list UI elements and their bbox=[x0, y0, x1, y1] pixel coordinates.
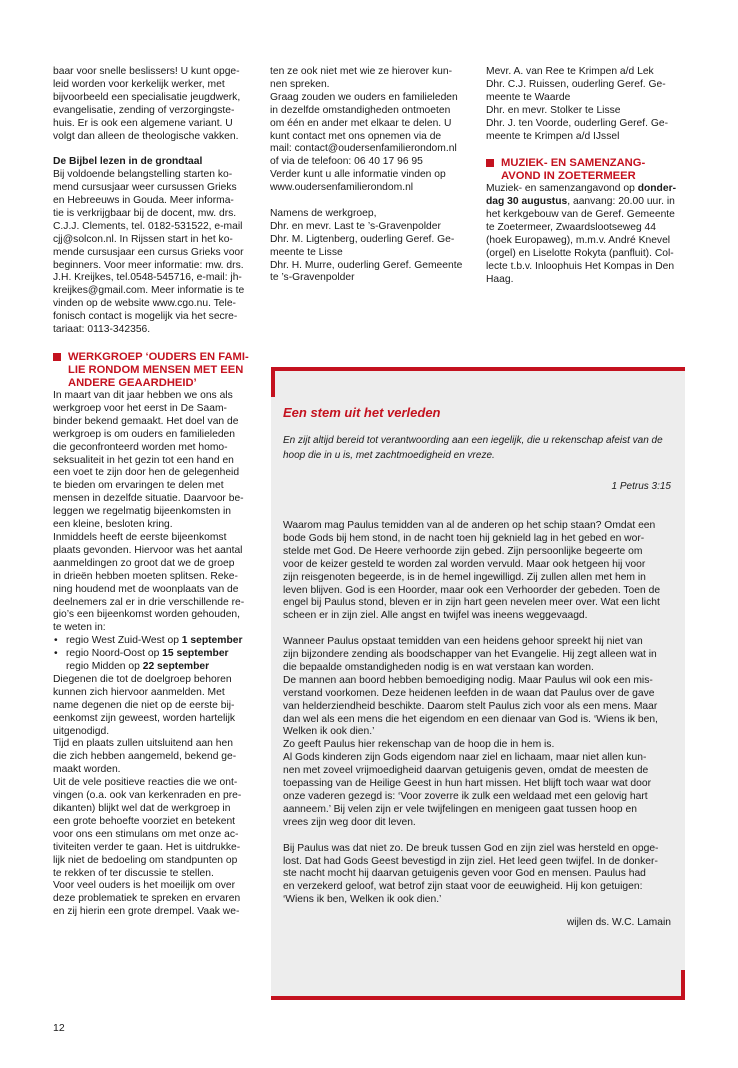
text-line: leid worden voor kerkelijk werker, met bbox=[53, 78, 225, 90]
text-line: kreijkes@gmail.com. Meer informatie is te bbox=[53, 285, 245, 297]
text-line: deze problematiek te spreken en ervaren bbox=[53, 893, 241, 905]
col3-heading-text bbox=[501, 157, 645, 182]
text-line: Inmiddels heeft de eerste bijeenkomst bbox=[53, 531, 227, 543]
col1-paragraph-4 bbox=[53, 674, 251, 919]
text-line: aanneem.’ Bij velen zijn er vele twijfelingen en menigeen gaat tussen hoop en bbox=[283, 803, 637, 815]
column-1 bbox=[53, 66, 251, 919]
text-line: Al Gods kinderen zijn Gods eigendom naar ziel en lichaam, maar niet allen kun- bbox=[283, 752, 647, 764]
text-line: nen met zoveel vrijmoedigheid daarvan getuigenis geven, omdat de meesten de bbox=[283, 765, 649, 777]
text-line: Dhr. J. ten Voorde, ouderling Geref. Ge- bbox=[486, 117, 669, 129]
text-line: mail: contact@oudersenfamilierondom.nl bbox=[270, 143, 457, 155]
text-line: Namens de werkgroep, bbox=[270, 207, 377, 219]
text-line: dan wel als een mens die het eigendom en een dienaar van God is. ‘Wiens ik ben, bbox=[283, 713, 658, 725]
bullet-item: regio Midden op 22 september bbox=[66, 661, 210, 673]
text-line: volgt dan alleen de theologische vakken. bbox=[53, 130, 239, 142]
text-line: deelnemers zal er in drie verschillende re- bbox=[53, 596, 245, 608]
text-line: Dhr. C.J. Ruissen, ouderling Geref. Ge- bbox=[486, 78, 666, 90]
text-line: en verzekerd geloof, wat betrof zijn staat voor de eeuwigheid. Hij kon getuigen: bbox=[283, 881, 643, 893]
heading-square-icon bbox=[486, 159, 494, 167]
text-line: verstand voorkomen. Deze heidenen leefden in de waan dat Paulus over de gave bbox=[283, 687, 655, 699]
bullet-icon: • bbox=[54, 648, 58, 660]
text-line: Bij voldoende belangstelling starten ko- bbox=[53, 169, 233, 181]
text-line: Wanneer Paulus opstaat temidden van een heidens gehoor spreekt hij niet van bbox=[283, 636, 643, 648]
box-corner-right bbox=[681, 970, 685, 1000]
bible-reference: 1 Petrus 3:15 bbox=[611, 481, 671, 492]
heading-square-icon bbox=[53, 353, 61, 361]
text-line: zijn bijzondere zending als boodschapper van het Evangelie. Hij zegt alleen wat in bbox=[283, 649, 657, 661]
text-line: name degenen die niet op de eerste bij- bbox=[53, 699, 235, 711]
text-line: mende cursusjaar een cursus Grieks voor bbox=[53, 246, 244, 258]
text-line: Dhr. H. Murre, ouderling Geref. Gemeente bbox=[270, 259, 463, 271]
col2-paragraph-2 bbox=[270, 208, 468, 285]
column-2 bbox=[270, 66, 468, 285]
text-line: bijvoorbeeld een specialisatie jeugdwerk, bbox=[53, 91, 241, 103]
text-line: of via de telefoon: 06 40 17 96 95 bbox=[270, 156, 423, 168]
text-line: zijn reisgenoten begeerde, is in de hemel ingewilligd. Zij zullen allen met hem in bbox=[283, 571, 646, 583]
text-line: die geconfronteerd worden met homo- bbox=[53, 441, 228, 453]
text-line: Dhr. en mevr. Stolker te Lisse bbox=[486, 104, 621, 116]
col3-section-heading bbox=[486, 157, 685, 183]
text-line: scheen er in zijn ziel. Alle angst en twijfel was ineens weggevaagd. bbox=[283, 610, 588, 622]
bullet-icon: • bbox=[54, 635, 58, 647]
text-line: te weten in: bbox=[53, 622, 106, 634]
text-line: plaats gevonden. Hiervoor was het aantal bbox=[53, 544, 243, 556]
text-line: om één en ander met elkaar te delen. U bbox=[270, 117, 452, 129]
text-line: tie is verkrijgbaar bij de docent, mw. drs. bbox=[53, 207, 237, 219]
text-line: kunt contact met ons opnemen via de bbox=[270, 130, 442, 142]
text-line: Mevr. A. van Ree te Krimpen a/d Lek bbox=[486, 66, 654, 77]
signature: wijlen ds. W.C. Lamain bbox=[566, 917, 671, 929]
col1-paragraph-3 bbox=[53, 390, 251, 635]
text-line: cjj@solcon.nl. In Rijssen start in het ko- bbox=[53, 233, 233, 245]
text-line: WERKGROEP ‘OUDERS EN FAMI- bbox=[68, 351, 249, 364]
box-corner-left bbox=[271, 367, 275, 397]
text-line: seksualiteit in het gezin tot een hand en bbox=[53, 454, 234, 466]
text-line: binder bekend gemaakt. Het doel van de bbox=[53, 415, 239, 427]
text-line: hoop die in u is, met zachtmoedigheid en vreze. bbox=[283, 449, 495, 461]
text-line: vinden op de website www.cgo.nu. Tele- bbox=[53, 298, 236, 310]
text-line: En zijt altijd bereid tot verantwoording aan een iegelijk, die u rekenschap afeist van de bbox=[283, 435, 663, 446]
text-line: meente te Lisse bbox=[270, 246, 343, 258]
box-bottom-border bbox=[271, 996, 685, 1000]
text-line: onze vaderen gezegd is: ‘Voor zoverre ik zulk een weldaad met een gelovig hart bbox=[283, 791, 648, 803]
text-line: te ’s-Gravenpolder bbox=[270, 272, 355, 284]
box-paragraph-2 bbox=[283, 636, 671, 830]
text-line: www.oudersenfamilierondom.nl bbox=[270, 182, 414, 194]
text-line: een voet te zijn door hen de gelegenheid bbox=[53, 467, 240, 479]
col1-subheading: De Bijbel lezen in de grondtaal bbox=[53, 156, 203, 168]
col1-heading-text bbox=[68, 351, 249, 389]
text-line: werkgroep voor het eerst in De Saam- bbox=[53, 402, 227, 414]
col1-section-heading bbox=[53, 351, 251, 390]
text-line: Voor veel ouders is het moeilijk om over bbox=[53, 880, 235, 892]
text-line: baar voor snelle beslissers! U kunt opge- bbox=[53, 66, 240, 77]
col2-paragraph-1 bbox=[270, 66, 468, 195]
text-line: Dhr. en mevr. Last te ’s-Gravenpolder bbox=[270, 220, 441, 232]
box-paragraph-1 bbox=[283, 520, 671, 623]
text-line: in drieën hebben moeten splitsen. Reke- bbox=[53, 570, 238, 582]
text-line: MUZIEK- EN SAMENZANG- bbox=[501, 157, 646, 170]
box-paragraph-3 bbox=[283, 843, 671, 908]
text-line: vingen (o.a. ook van kerkenraden en pre- bbox=[53, 790, 242, 802]
text-line: voor de keizer gesteld te worden zal worden vervuld. Maar ook hetgeen hij voor bbox=[283, 558, 646, 570]
text-line: (hoek Europaweg), m.m.v. André Knevel bbox=[486, 235, 671, 247]
text-line: te bieden om ervaringen te delen met bbox=[53, 480, 224, 492]
text-line: lost. Dat had Gods Geest bevestigd in zijn ziel. Het leed geen twijfel. In de donker- bbox=[283, 855, 658, 867]
text-line: toepassing van de Heilige Geest in hun hart missen. Het blijft toch waar wat door bbox=[283, 778, 652, 790]
text-line: nen spreken. bbox=[270, 78, 330, 90]
text-line: mensen in dezelfde situatie. Daarvoor be- bbox=[53, 493, 244, 505]
text-line: dikanten) blijkt wel dat de werkgroep in bbox=[53, 803, 231, 815]
text-line: leven blijven. God is een Hoorder, maar ook een Verhoorder der gebeden. Toen de bbox=[283, 584, 661, 596]
col3-paragraph-1 bbox=[486, 66, 685, 143]
text-line: Graag zouden we ouders en familieleden bbox=[270, 91, 458, 103]
text-line: ten ze ook niet met wie ze hierover kun- bbox=[270, 66, 453, 77]
text-line: eenkomst zijn geweest, worden hartelijk bbox=[53, 712, 236, 724]
text-line: ANDERE GEAARDHEID’ bbox=[68, 377, 197, 390]
text-line: LIE RONDOM MENSEN MET EEN bbox=[68, 364, 244, 377]
text-line: meente te Krimpen a/d IJssel bbox=[486, 130, 620, 142]
text-line: Waarom mag Paulus temidden van al de anderen op het schip staan? Omdat een bbox=[283, 520, 656, 531]
text-line: mend cursusjaar weer cursussen Grieks bbox=[53, 182, 237, 194]
text-line: fonisch contact is mogelijk via het secre- bbox=[53, 311, 238, 323]
text-line: uitgenodigd. bbox=[53, 725, 110, 737]
text-line: en zij hierin een grote drempel. Vaak we- bbox=[53, 906, 240, 918]
text-line: leggen we regelmatig bijeenkomsten in bbox=[53, 506, 232, 518]
text-line: een kleine, besloten kring. bbox=[53, 519, 173, 531]
text-line: bode Gods bij hem stond, in de nacht toen hij geknield lag in het gebed en wor- bbox=[283, 532, 645, 544]
text-line: AVOND IN ZOETERMEER bbox=[501, 170, 636, 183]
column-3 bbox=[486, 66, 685, 287]
text-line: (orgel) en Liselotte Rokyta (panfluit). Col- bbox=[486, 247, 674, 259]
text-line: Haag. bbox=[486, 273, 514, 285]
text-line: van helderziendheid beschikte. Daarom stelt Paulus zich voor als een mens. Maar bbox=[283, 700, 658, 712]
text-line: en Hebreeuws in Gouda. Meer informa- bbox=[53, 195, 234, 207]
box-title: Een stem uit het verleden bbox=[283, 405, 441, 420]
text-line: Zo geeft Paulus hier rekenschap van de hoop die in hem is. bbox=[283, 739, 555, 751]
text-line: een grote behoefte voorziet en betekent bbox=[53, 815, 236, 827]
text-line: kunnen zich hiervoor aanmelden. Met bbox=[53, 686, 225, 698]
text-line: J.H. Kreijkes, tel.0548-545716, e-mail: jh- bbox=[53, 272, 242, 284]
text-line: lecte t.b.v. Inloophuis Het Kompas in Den bbox=[486, 260, 675, 272]
text-line: aanmeldingen zo groot dat we de groep bbox=[53, 557, 235, 569]
box-top-border bbox=[271, 367, 685, 371]
col1-paragraph-2 bbox=[53, 169, 251, 337]
text-line: te rekken of ter discussie te stellen. bbox=[53, 867, 214, 879]
page-number: 12 bbox=[53, 1022, 65, 1034]
text-line: ste nacht mocht hij daarvan getuigenis geven voor God en mensen. Paulus had bbox=[283, 868, 646, 880]
text-line: evangelisatie, zending of verzorgingste- bbox=[53, 104, 235, 116]
text-line: het kerkgebouw van de Geref. Gemeente bbox=[486, 209, 675, 221]
col3-paragraph-2: Muziek- en samenzangavond op donder- dag 30 augustus, aanvang: 20.00 uur. in het kerkgebouw van de Geref. Gemeente te Zoetermeer, Zwaardslootseweg 44 (hoek Europaweg), m.m.v. André Knevel (orgel) en Liselotte Rokyta (panfluit). Col- lecte t.b.v. Inloophuis Het Kompas in Den Haag. bbox=[486, 183, 677, 285]
box-body bbox=[283, 520, 671, 930]
bullet-item: • regio Noord-Oost op 15 september bbox=[54, 648, 229, 660]
text-line: Verder kunt u alle informatie vinden op bbox=[270, 169, 446, 181]
text-line: Tijd en plaats zullen uitsluitend aan hen bbox=[53, 738, 233, 750]
text-line: werkgroep is om ouders en familieleden bbox=[53, 428, 236, 440]
text-line: De mannen aan boord hebben bemoediging nodig. Maar Paulus wil ook een mis- bbox=[283, 674, 653, 686]
text-line: Dhr. M. Ligtenberg, ouderling Geref. Ge- bbox=[270, 233, 455, 245]
text-line: lijk niet de bedoeling om standpunten op bbox=[53, 854, 238, 866]
text-line: Diegenen die tot de doelgroep behoren bbox=[53, 673, 232, 685]
text-line: In maart van dit jaar hebben we ons als bbox=[53, 390, 233, 402]
text-line: te Zoetermeer, Zwaardslootseweg 44 bbox=[486, 222, 656, 234]
text-line: die bepaalde omstandigheden nodig is en wat verstaan kan worden. bbox=[283, 661, 594, 673]
text-line: voor ons een stimulans om met onze ac- bbox=[53, 828, 239, 840]
text-line: beginners. Voor meer informatie: mw. drs. bbox=[53, 259, 244, 271]
text-line: C.J.J. Clements, tel. 0182-531522, e-mail bbox=[53, 220, 243, 232]
col1-paragraph-1 bbox=[53, 66, 251, 143]
text-line: vrees zijn weg door dit leven. bbox=[283, 816, 416, 828]
bullet-item: • regio West Zuid-West op 1 september bbox=[54, 635, 243, 647]
text-line: stelde met God. De Heere verhoorde zijn gebed. Zijn persoonlijke begeerte om bbox=[283, 545, 643, 557]
text-line: die zich hebben aangemeld, bekend ge- bbox=[53, 751, 237, 763]
text-line: gio’s een bijeenkomst worden gehouden, bbox=[53, 609, 241, 621]
text-line: in dezelfde omstandigheden ontmoeten bbox=[270, 104, 451, 116]
text-line: ‘Wiens ik ben, Welken ik ook dien.’ bbox=[283, 894, 442, 906]
text-line: meente te Waarde bbox=[486, 91, 571, 103]
text-line: Welken ik ook dien.’ bbox=[283, 726, 375, 738]
text-line: Uit de vele positieve reacties die we ont- bbox=[53, 777, 238, 789]
text-line: engel bij Paulus stond, bleven er in zijn hart geen nevelen meer over. Wat een licht bbox=[283, 597, 660, 609]
bible-quote bbox=[283, 434, 673, 463]
text-line: ning houdend met de woonplaats van de bbox=[53, 583, 239, 595]
text-line: maakt worden. bbox=[53, 764, 121, 776]
text-line: huis. Er is ook een algemene variant. U bbox=[53, 117, 233, 129]
text-line: Bij Paulus was dat niet zo. De breuk tussen God en zijn ziel was hersteld en opge- bbox=[283, 842, 659, 854]
text-line: tiviteiten verder te gaan. Het is uitdrukke- bbox=[53, 841, 241, 853]
text-line: tariaat: 0113-342356. bbox=[53, 324, 151, 336]
